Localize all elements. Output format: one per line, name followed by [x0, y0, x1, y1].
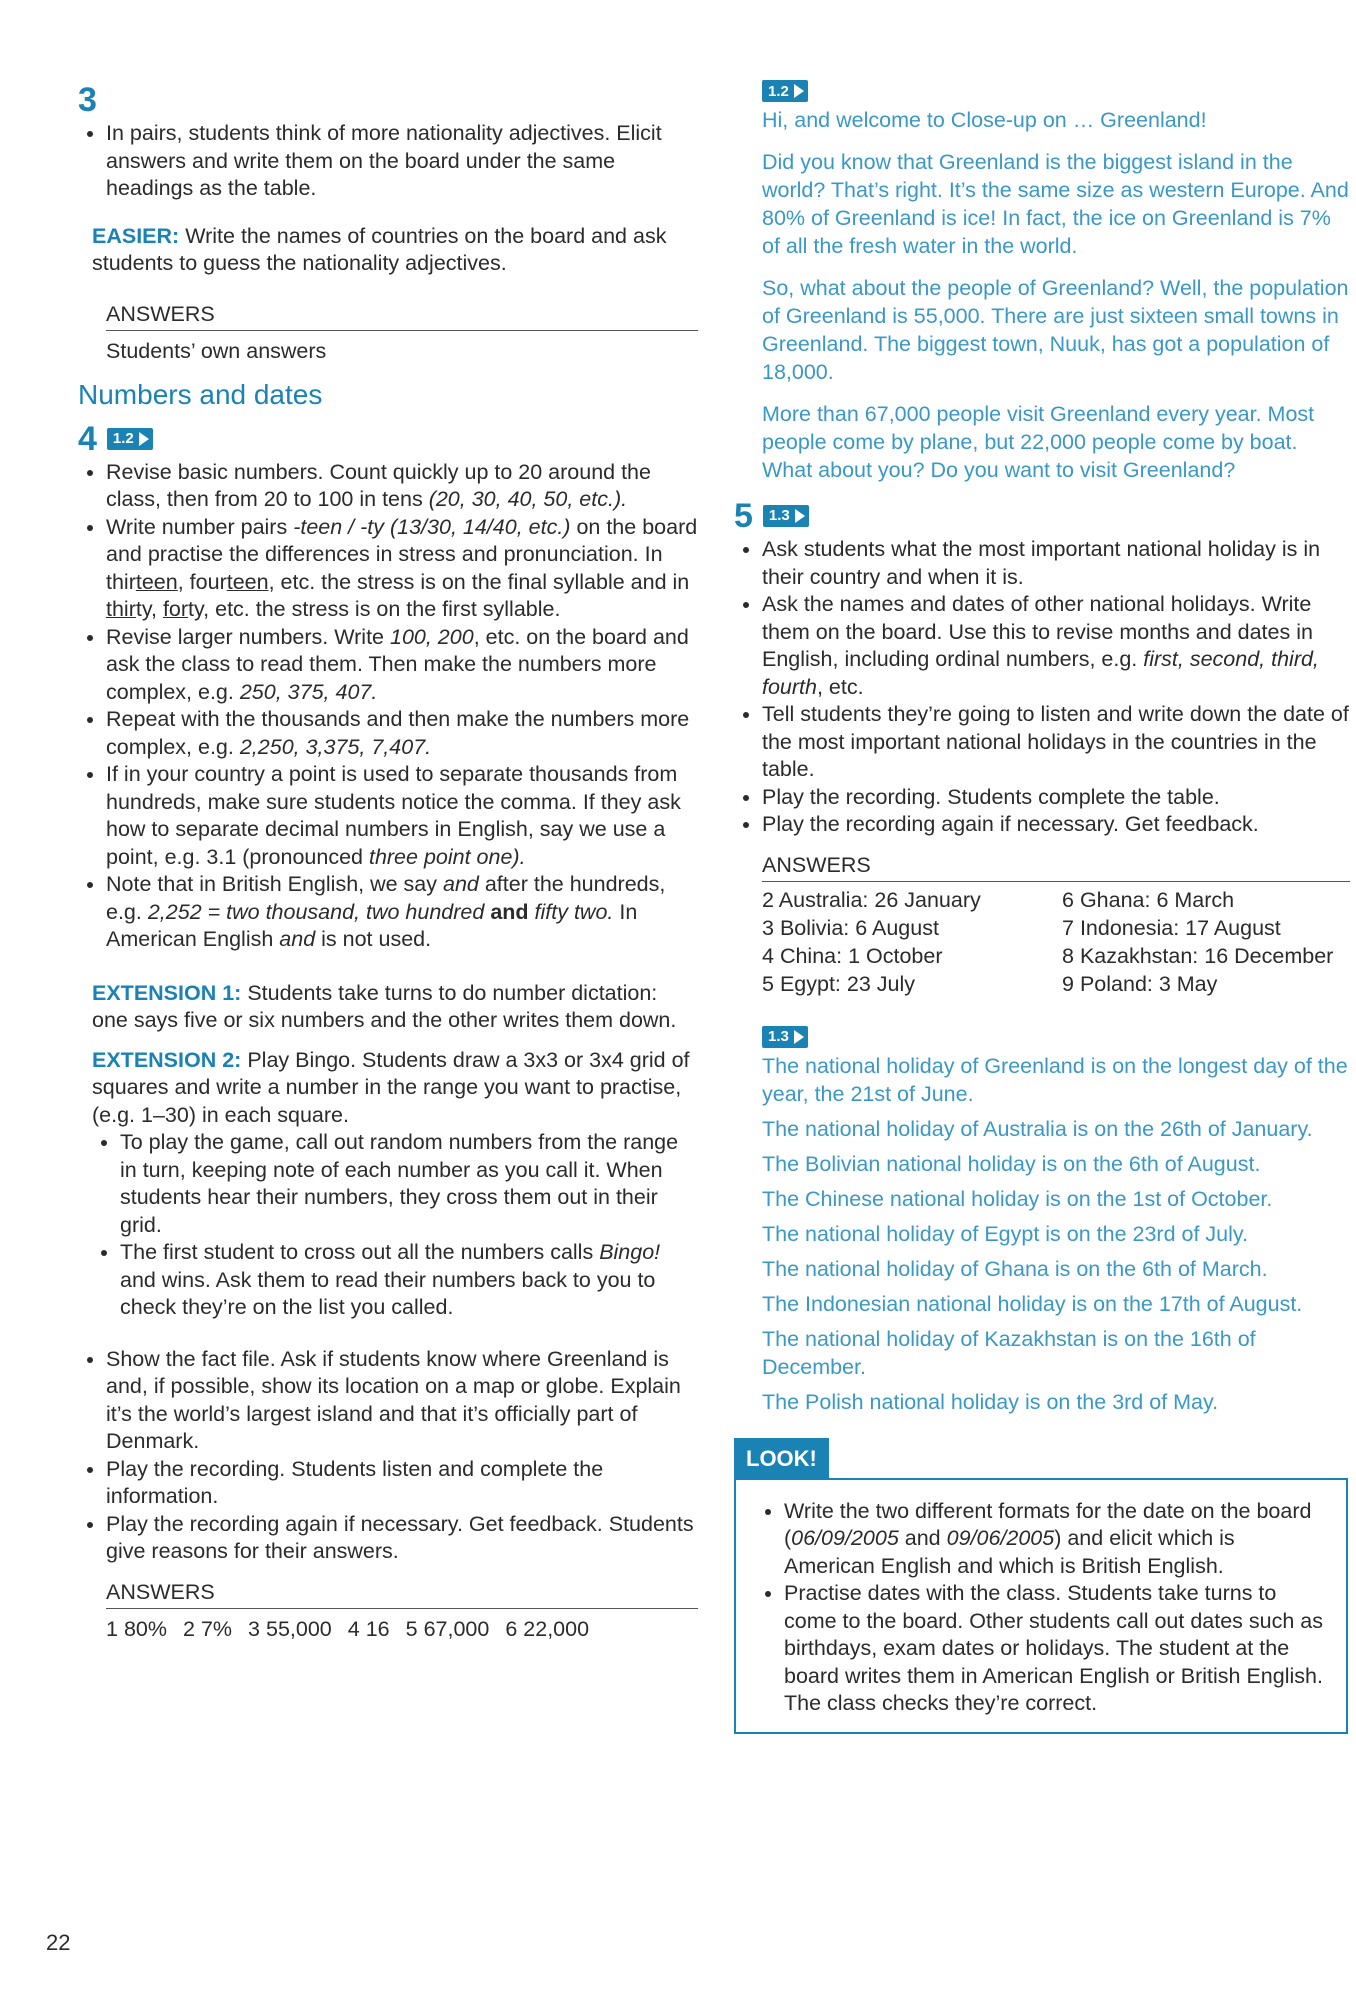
section-heading: Numbers and dates	[78, 378, 323, 410]
extension-1-text: Students take turns to do number dictation: one says five or six numbers and the other writes them down.	[92, 980, 677, 1032]
answer-item: 6 22,000	[505, 1616, 590, 1641]
list-item: • Play the recording. Students complete the table.	[762, 784, 1350, 812]
script-line: The Chinese national holiday is on the 1st of October.	[762, 1186, 1273, 1211]
script-line: The Polish national holiday is on the 3rd of May.	[762, 1389, 1219, 1414]
extension-2-list	[92, 1129, 698, 1322]
look-title: LOOK!	[734, 1438, 829, 1480]
easier-text: Write the names of countries on the board and ask students to guess the nationality adjectives.	[92, 223, 667, 275]
answers-heading: ANSWERS	[106, 302, 698, 331]
answers-row	[106, 1615, 698, 1643]
list-item: • Repeat with the thousands and then make the numbers more complex, e.g. 2,250, 3,375, 7,407.	[106, 706, 698, 761]
list-item: • Play the recording. Students listen and complete the information.	[106, 1456, 698, 1511]
left-column	[78, 80, 698, 1643]
list-item: • To play the game, call out random numbers from the range in turn, keeping note of each number as you call it. When students hear their numbers, they cross them out in their grid.	[120, 1129, 698, 1239]
script-line: The Bolivian national holiday is on the 6th of August.	[762, 1151, 1261, 1176]
list-item: • In pairs, students think of more nationality adjectives. Elicit answers and write them on the board under the same headings as the table.	[106, 120, 698, 203]
script-paragraph: So, what about the people of Greenland? Well, the population of Greenland is 55,000. There are just sixteen small towns in Greenland. The biggest town, Nuuk, has got a population of 18,000.	[762, 276, 1349, 384]
extension-1-label: EXTENSION 1:	[92, 980, 242, 1005]
answer-item: 3 55,000	[248, 1616, 332, 1641]
answer-item: 6 Ghana: 6 March	[1062, 887, 1235, 912]
script-line: The national holiday of Greenland is on the longest day of the year, the 21st of June.	[762, 1053, 1348, 1106]
list-item: • Revise basic numbers. Count quickly up to 20 around the class, then from 20 to 100 in tens (20, 30, 40, 50, etc.).	[106, 459, 698, 514]
answers-heading: ANSWERS	[106, 1580, 698, 1609]
answer-item: 5 67,000	[405, 1616, 490, 1641]
list-item: • Ask students what the most important national holiday is in their country and when it is.	[762, 536, 1350, 591]
answer-item: 2 Australia: 26 January	[762, 887, 981, 912]
section-4-number: 4 1.2	[78, 419, 698, 459]
answer-item: 1 80%	[106, 1616, 167, 1641]
play-icon	[795, 509, 805, 523]
list-item: • Show the fact file. Ask if students know where Greenland is and, if possible, show its location on a map or globe. Explain it’s the world’s largest island and that it’s officially part of Denmark.	[106, 1346, 698, 1456]
extension-2	[92, 1047, 698, 1130]
list-item: • Write the two different formats for the date on the board (06/09/2005 and 09/06/2005) and elicit which is American English and which is British English.	[784, 1498, 1330, 1581]
answer-item: 7 Indonesia: 17 August	[1062, 915, 1281, 940]
script-line: The national holiday of Australia is on the 26th of January.	[762, 1116, 1313, 1141]
answers-heading: ANSWERS	[762, 853, 1350, 882]
audio-script-2	[762, 1026, 1350, 1416]
section-3-number: 3	[78, 81, 97, 119]
answer-item: 2 7%	[183, 1616, 233, 1641]
list-item: • Practise dates with the class. Students take turns to come to the board. Other students call out dates such as birthdays, exam dates or holidays. The student at the board writes them in American English or British English. The class checks they’re correct.	[784, 1580, 1330, 1718]
play-icon	[794, 84, 804, 98]
audio-track-badge[interactable]: 1.2	[762, 80, 808, 102]
list-item: • The first student to cross out all the numbers calls Bingo! and wins. Ask them to read their numbers back to you to check they’re on the list you called.	[120, 1239, 698, 1322]
list-item: • Note that in British English, we say and after the hundreds, e.g. 2,252 = two thousand, two hundred and fifty two. In American English and is not used.	[106, 871, 698, 954]
script-paragraph: More than 67,000 people visit Greenland every year. Most people come by plane, but 22,000 people come by boat. What about you? Do you want to visit Greenland?	[762, 402, 1315, 482]
list-item: • Tell students they’re going to listen and write down the date of the most important national holidays in the countries in the table.	[762, 701, 1350, 784]
list-item: • Revise larger numbers. Write 100, 200, etc. on the board and ask the class to read them. Then make the numbers more complex, e.g. 250, 375, 407.	[106, 624, 698, 707]
easier-note	[92, 223, 698, 278]
list-item: • Write number pairs -teen / -ty (13/30, 14/40, etc.) on the board and practise the differences in stress and pronunciation. In thirteen, fourteen, etc. the stress is on the final syllable and in thirty, forty, etc. the stress is on the first syllable.	[106, 514, 698, 624]
audio-track-badge[interactable]: 1.2	[107, 428, 153, 450]
look-box	[734, 1438, 1348, 1734]
answer-item: 8 Kazakhstan: 16 December	[1062, 943, 1334, 968]
answers-text: Students’ own answers	[106, 338, 327, 363]
list-item: • Play the recording again if necessary. Get feedback.	[762, 811, 1350, 839]
script-line: The national holiday of Ghana is on the 6th of March.	[762, 1256, 1268, 1281]
audio-track-badge[interactable]: 1.3	[763, 505, 809, 527]
section-5-list	[734, 536, 1350, 839]
script-paragraph: Hi, and welcome to Close-up on … Greenland!	[762, 108, 1207, 132]
audio-script-1	[762, 80, 1350, 484]
answer-item: 9 Poland: 3 May	[1062, 971, 1218, 996]
section-4-list	[78, 459, 698, 954]
script-line: The Indonesian national holiday is on the 17th of August.	[762, 1291, 1303, 1316]
list-item: • Ask the names and dates of other national holidays. Write them on the board. Use this to revise months and dates in English, including ordinal numbers, e.g. first, second, third, fourth, etc.	[762, 591, 1350, 701]
play-icon	[139, 432, 149, 446]
extension-2-label: EXTENSION 2:	[92, 1047, 242, 1072]
answer-item: 3 Bolivia: 6 August	[762, 915, 939, 940]
section-3-list	[78, 120, 698, 203]
script-line: The national holiday of Kazakhstan is on the 16th of December.	[762, 1326, 1256, 1379]
greenland-list	[78, 1346, 698, 1566]
list-item: • Play the recording again if necessary. Get feedback. Students give reasons for their answers.	[106, 1511, 698, 1566]
answer-item: 4 16	[347, 1616, 390, 1641]
page-number: 22	[46, 1930, 71, 1955]
section-5-number: 5 1.3	[734, 496, 1350, 536]
answer-item: 5 Egypt: 23 July	[762, 971, 915, 996]
extension-2-text: Play Bingo. Students draw a 3x3 or 3x4 grid of squares and write a number in the range you want to practise, (e.g. 1–30) in each square.	[92, 1047, 690, 1127]
easier-label: EASIER:	[92, 223, 180, 248]
extension-1	[92, 980, 698, 1035]
script-line: The national holiday of Egypt is on the 23rd of July.	[762, 1221, 1249, 1246]
look-list	[756, 1498, 1330, 1718]
script-paragraph: Did you know that Greenland is the biggest island in the world? That’s right. It’s the same size as western Europe. And 80% of Greenland is ice! In fact, the ice on Greenland is 7% of all the fresh water in the world.	[762, 150, 1349, 258]
answers-grid	[762, 886, 1350, 998]
right-column	[734, 80, 1350, 1734]
audio-track-badge[interactable]: 1.3	[762, 1026, 808, 1048]
answer-item: 4 China: 1 October	[762, 943, 943, 968]
play-icon	[794, 1030, 804, 1044]
list-item: • If in your country a point is used to separate thousands from hundreds, make sure students notice the comma. If they ask how to separate decimal numbers in English, say we use a point, e.g. 3.1 (pronounced three point one).	[106, 761, 698, 871]
